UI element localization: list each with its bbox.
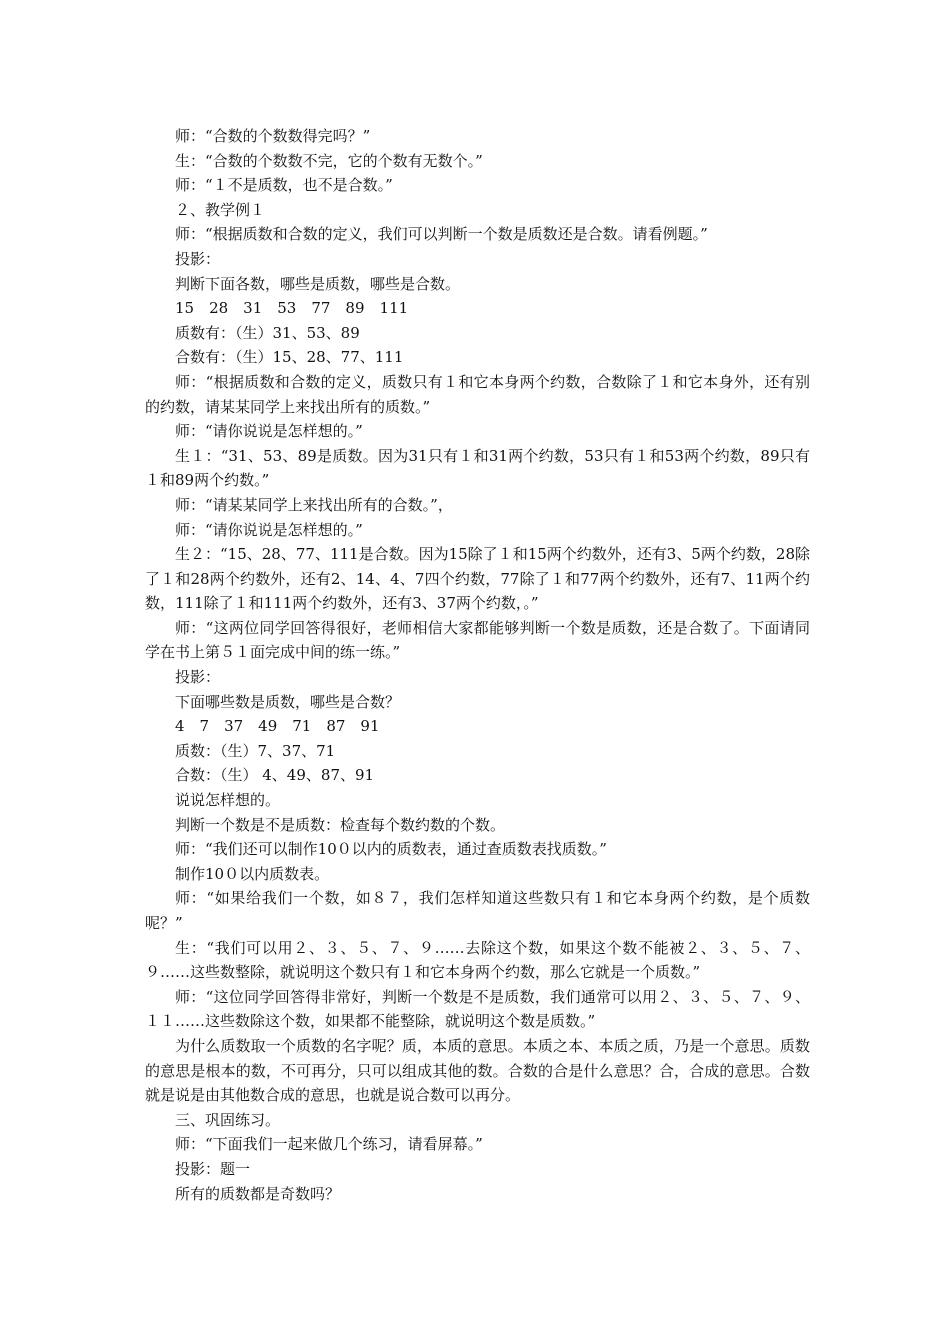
dialogue-line: 生：“合数的个数数不完，它的个数有无数个。” bbox=[175, 151, 483, 170]
number-list: 4 7 37 49 71 87 91 bbox=[175, 717, 380, 736]
section-heading: 三、巩固练习。 bbox=[175, 1110, 281, 1129]
number-list: 15 28 31 53 77 89 111 bbox=[175, 299, 409, 318]
instruction-line: 说说怎样想的。 bbox=[175, 791, 281, 810]
projection-label: 投影： bbox=[175, 668, 221, 687]
dialogue-line: 师：“我们还可以制作10０以内的质数表，通过查质数表找质数。” bbox=[175, 840, 607, 859]
prime-answer: 质数：（生）7、37、71 bbox=[175, 741, 336, 760]
exercise-prompt: 所有的质数都是奇数吗？ bbox=[175, 1184, 341, 1203]
dialogue-line: 师：“请你说说是怎样想的。” bbox=[175, 422, 363, 441]
dialogue-line: 生：“我们可以用２、３、５、７、９……去除这个数，如果这个数不能被２、３、５、７、９……这些数整除，就说明这个数只有１和它本身两个约数，那么它就是一个质数。” bbox=[145, 938, 810, 982]
section-heading: ２、教学例１ bbox=[175, 200, 266, 219]
dialogue-line: 师：“下面我们一起来做几个练习，请看屏幕。” bbox=[175, 1135, 483, 1154]
composite-answer: 合数有：（生）15、28、77、111 bbox=[175, 348, 404, 367]
exercise-prompt: 下面哪些数是质数，哪些是合数？ bbox=[175, 692, 401, 711]
dialogue-line: 师：“请你说说是怎样想的。” bbox=[175, 520, 363, 539]
dialogue-line: 师：“合数的个数数得完吗？” bbox=[175, 127, 371, 145]
projection-label: 投影：题一 bbox=[175, 1159, 251, 1178]
dialogue-line: 师：“根据质数和合数的定义，质数只有１和它本身两个约数，合数除了１和它本身外，还有别的约数，请某某同学上来找出所有的质数。” bbox=[145, 372, 810, 416]
dialogue-line: 师：“如果给我们一个数，如８７，我们怎样知道这些数只有１和它本身两个约数，是个质数呢？” bbox=[145, 889, 810, 932]
prime-answer: 质数有：（生）31、53、89 bbox=[175, 323, 360, 342]
composite-answer: 合数：（生） 4、49、87、91 bbox=[175, 766, 375, 785]
instruction-line: 制作10０以内质数表。 bbox=[175, 864, 330, 883]
dialogue-line: 师：“这位同学回答得非常好，判断一个数是不是质数，我们通常可以用２、３、５、７、９、１１……这些数除这个数，如果都不能整除，就说明这个数是质数。” bbox=[145, 987, 810, 1031]
dialogue-line: 师：“这两位同学回答得很好，老师相信大家都能够判断一个数是质数，还是合数了。下面请同学在书上第５１面完成中间的练一练。” bbox=[145, 618, 810, 662]
dialogue-line: 生１：“31、53、89是质数。因为31只有１和31两个约数，53只有１和53两个约数，89只有１和89两个约数。” bbox=[145, 446, 810, 490]
rule-line: 判断一个数是不是质数：检查每个数约数的个数。 bbox=[175, 815, 506, 834]
projection-label: 投影： bbox=[175, 249, 221, 268]
exercise-prompt: 判断下面各数，哪些是质数，哪些是合数。 bbox=[175, 274, 461, 293]
dialogue-line: 师：“请某某同学上来找出所有的合数。”， bbox=[175, 495, 453, 514]
explanation-paragraph: 为什么质数取一个质数的名字呢？质，本质的意思。本质之本、本质之质，乃是一个意思。质数的意思是根本的数，不可再分，只可以组成其他的数。合数的合是什么意思？合，合成的意思。合数就是说是由其他数合成的意思，也就是说合数可以再分。 bbox=[145, 1036, 810, 1105]
dialogue-line: 生２：“15、28、77、111是合数。因为15除了１和15两个约数外，还有3、5两个约数，28除了１和28两个约数外，还有2、14、4、7四个约数，77除了１和77两个约数外，还有7、11两个约数，111除了１和111两个约数外，还有3、37两个约数，。” bbox=[145, 545, 810, 613]
document-page bbox=[145, 124, 810, 1206]
dialogue-line: 师：“１不是质数，也不是合数。” bbox=[175, 176, 393, 195]
dialogue-line: 师：“根据质数和合数的定义，我们可以判断一个数是质数还是合数。请看例题。” bbox=[175, 225, 708, 244]
